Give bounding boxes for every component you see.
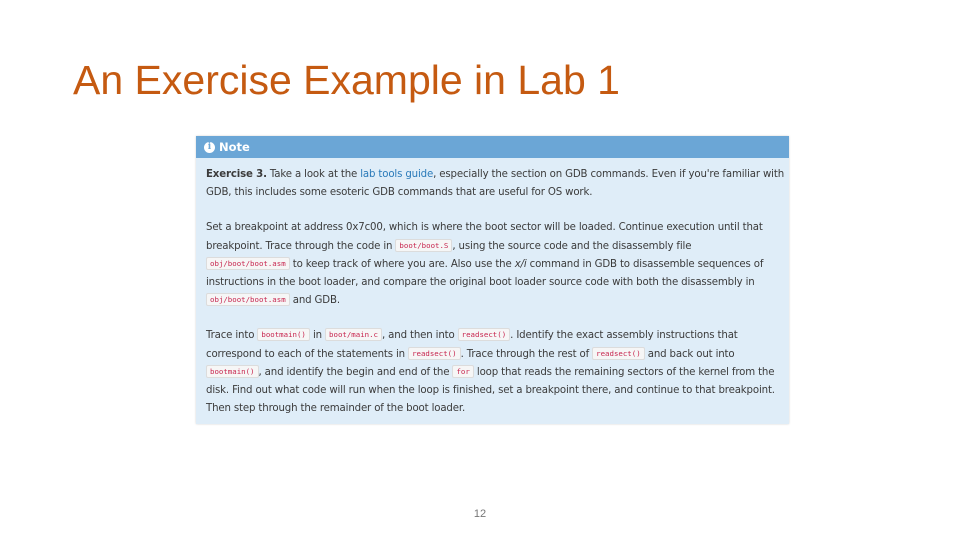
exercise-paragraph-2 [206, 219, 779, 310]
text-line [206, 330, 738, 341]
note-header-label: Note [219, 140, 250, 154]
page-number: 12 [473, 508, 487, 520]
text-line [206, 169, 784, 180]
exercise-paragraph-3 [206, 327, 779, 418]
text-line: GDB, this includes some esoteric GDB commands that are useful for OS work. [206, 187, 593, 199]
text-line [206, 349, 735, 360]
slide-title: An Exercise Example in Lab 1 [73, 57, 620, 103]
lab-tools-guide-link[interactable]: lab tools guide [360, 169, 434, 180]
text-span: correspond to each of the statements in [206, 348, 409, 360]
code-bootmain: bootmain() [257, 328, 310, 341]
code-main-c: boot/main.c [325, 328, 382, 341]
xi-command: x/i [514, 258, 527, 270]
text-span: , using the source code and the disassembly file [452, 240, 692, 252]
text-line: instructions in the boot loader, and compare the original boot loader source code with both the disassembly in [206, 277, 755, 289]
text-span: command in GDB to disassemble sequences of [526, 258, 764, 270]
text-line: Then step through the remainder of the boot loader. [206, 403, 466, 415]
note-body [196, 158, 789, 418]
code-boot-asm: obj/boot/boot.asm [206, 257, 290, 270]
text-line [206, 367, 774, 378]
text-span: , and identify the begin and end of the [258, 366, 453, 378]
text-span: in [309, 330, 326, 342]
text-line: disk. Find out what code will run when the loop is finished, set a breakpoint there, and continue to that breakpoint. [206, 385, 775, 397]
text-span: , and then into [382, 330, 458, 342]
text-span: and back out into [644, 348, 735, 360]
text-line: Set a breakpoint at address 0x7c00, which is where the boot sector will be loaded. Continue execution until that [206, 222, 763, 234]
text-span: to keep track of where you are. Also use the [289, 258, 515, 270]
text-span: Take a look at the [266, 169, 361, 180]
text-span: breakpoint. Trace through the code in [206, 240, 396, 252]
note-header [196, 136, 789, 158]
code-readsect: readsect() [592, 347, 645, 360]
info-circle-icon: i [204, 142, 215, 153]
code-boot-s: boot/boot.S [395, 239, 452, 252]
text-line [206, 241, 691, 252]
code-readsect: readsect() [458, 328, 511, 341]
code-readsect: readsect() [408, 347, 461, 360]
text-line [206, 259, 763, 270]
text-span: Trace into [206, 330, 258, 342]
text-line [206, 295, 340, 306]
note-box [196, 136, 789, 424]
text-span: , especially the section on GDB commands. Even if you're familiar with [433, 169, 784, 180]
text-span: loop that reads the remaining sectors of the kernel from the [473, 366, 775, 378]
code-bootmain: bootmain() [206, 365, 259, 378]
code-for: for [452, 365, 473, 378]
text-span: . Identify the exact assembly instructions that [510, 330, 738, 342]
text-span: . Trace through the rest of [460, 348, 593, 360]
text-span: and GDB. [289, 295, 340, 307]
exercise-label: Exercise 3. [206, 169, 267, 180]
exercise-paragraph-1 [206, 166, 784, 202]
code-boot-asm: obj/boot/boot.asm [206, 293, 290, 306]
